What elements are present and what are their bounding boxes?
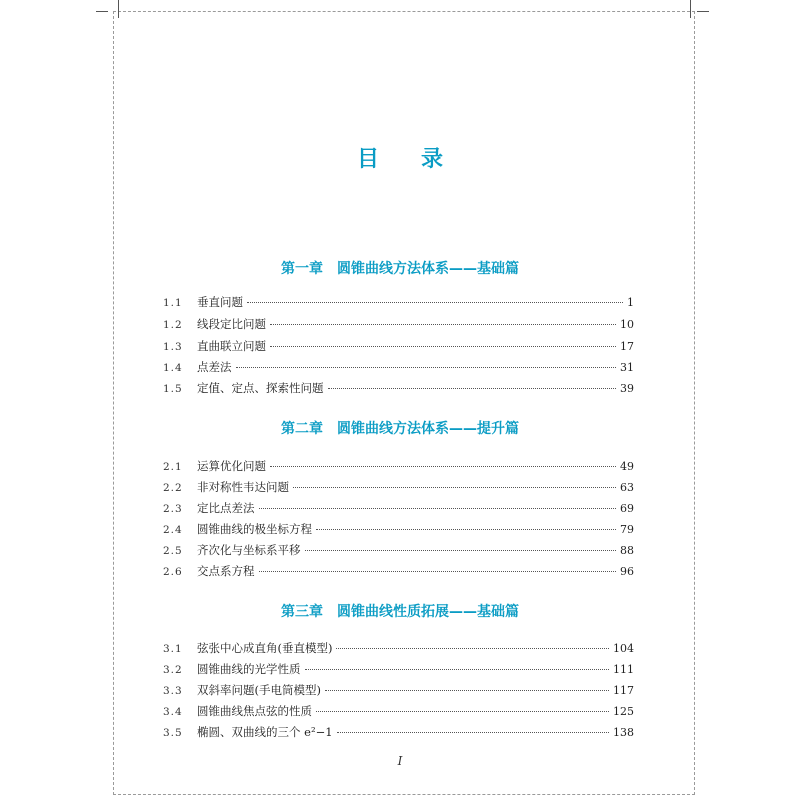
- entry-number: 3.4: [163, 706, 183, 718]
- toc-entry[interactable]: [163, 640, 634, 656]
- leader-dots: [316, 711, 609, 712]
- entry-page: 104: [613, 642, 634, 655]
- entry-label: 垂直问题: [197, 295, 243, 309]
- entry-page: 31: [620, 361, 634, 374]
- entry-number: 2.3: [163, 503, 183, 515]
- entry-label: 交点系方程: [197, 564, 255, 578]
- leader-dots: [247, 302, 623, 303]
- chapter-heading: [0, 601, 800, 621]
- toc-entry[interactable]: [163, 563, 634, 579]
- leader-dots: [259, 508, 617, 509]
- toc-title: [0, 142, 800, 173]
- leader-dots: [336, 648, 609, 649]
- entry-label: 点差法: [197, 360, 232, 374]
- leader-dots: [259, 571, 617, 572]
- leader-dots: [337, 732, 609, 733]
- entry-page: 10: [620, 318, 634, 331]
- chapter-title: 圆锥曲线方法体系——提升篇: [337, 421, 519, 437]
- toc-entry[interactable]: [163, 338, 634, 354]
- leader-dots: [270, 346, 616, 347]
- entry-label: 定比点差法: [197, 501, 255, 515]
- entry-page: 111: [613, 663, 634, 676]
- toc-entry[interactable]: [163, 316, 634, 332]
- toc-entry[interactable]: [163, 542, 634, 558]
- entry-label: 齐次化与坐标系平移: [197, 543, 301, 557]
- entry-number: 1.4: [163, 362, 183, 374]
- toc-entry[interactable]: [163, 661, 634, 677]
- chapter-title: 圆锥曲线性质拓展——基础篇: [337, 604, 519, 620]
- entry-number: 2.4: [163, 524, 183, 536]
- entry-label: 直曲联立问题: [197, 339, 266, 353]
- entry-label: 非对称性韦达问题: [197, 480, 289, 494]
- chapter-number: 第二章: [281, 421, 323, 437]
- toc-entry[interactable]: [163, 724, 634, 740]
- entry-number: 3.1: [163, 643, 183, 655]
- entry-page: 63: [620, 481, 634, 494]
- entry-page: 125: [613, 705, 634, 718]
- entry-label: 运算优化问题: [197, 459, 266, 473]
- entry-number: 1.1: [163, 297, 183, 309]
- entry-number: 1.2: [163, 319, 183, 331]
- crop-mark-top-left: [100, 0, 119, 18]
- entry-label: 定值、定点、探索性问题: [197, 381, 324, 395]
- entry-number: 2.2: [163, 482, 183, 494]
- crop-mark-top-left-h: [96, 11, 108, 12]
- leader-dots: [293, 487, 616, 488]
- crop-mark-top-right-h: [697, 11, 709, 12]
- toc-entry[interactable]: [163, 479, 634, 495]
- leader-dots: [328, 388, 617, 389]
- toc-entry[interactable]: [163, 380, 634, 396]
- toc-entry[interactable]: [163, 458, 634, 474]
- entry-page: 88: [620, 544, 634, 557]
- entry-label: 弦张中心成直角(垂直模型): [197, 641, 333, 655]
- entry-page: 69: [620, 502, 634, 515]
- entry-page: 138: [613, 726, 634, 739]
- entry-label: 线段定比问题: [197, 317, 266, 331]
- chapter-number: 第一章: [281, 261, 323, 277]
- leader-dots: [305, 550, 617, 551]
- entry-label: 圆锥曲线焦点弦的性质: [197, 704, 312, 718]
- page-frame: [113, 11, 695, 795]
- crop-mark-top-right: [690, 0, 709, 18]
- entry-label: 圆锥曲线的极坐标方程: [197, 522, 312, 536]
- toc-title-part2: 录: [421, 147, 444, 172]
- toc-entry[interactable]: [163, 682, 634, 698]
- entry-number: 1.3: [163, 341, 183, 353]
- leader-dots: [325, 690, 609, 691]
- page-number: I: [397, 754, 403, 768]
- toc-entry[interactable]: [163, 359, 634, 375]
- leader-dots: [270, 466, 616, 467]
- entry-page: 1: [627, 296, 634, 309]
- toc-entry[interactable]: [163, 294, 634, 310]
- entry-number: 2.5: [163, 545, 183, 557]
- leader-dots: [316, 529, 616, 530]
- entry-label: 圆锥曲线的光学性质: [197, 662, 301, 676]
- entry-number: 3.5: [163, 727, 183, 739]
- entry-number: 3.2: [163, 664, 183, 676]
- chapter-title: 圆锥曲线方法体系——基础篇: [337, 261, 519, 277]
- leader-dots: [236, 367, 617, 368]
- entry-page: 17: [620, 340, 634, 353]
- entry-page: 96: [620, 565, 634, 578]
- leader-dots: [305, 669, 610, 670]
- entry-number: 1.5: [163, 383, 183, 395]
- entry-page: 117: [613, 684, 634, 697]
- toc-title-part1: 目: [356, 147, 379, 172]
- entry-page: 79: [620, 523, 634, 536]
- chapter-heading: [0, 258, 800, 278]
- leader-dots: [270, 324, 616, 325]
- chapter-heading: [0, 418, 800, 438]
- entry-page: 49: [620, 460, 634, 473]
- entry-number: 2.1: [163, 461, 183, 473]
- toc-entry[interactable]: [163, 500, 634, 516]
- chapter-number: 第三章: [281, 604, 323, 620]
- entry-label: 双斜率问题(手电筒模型): [197, 683, 321, 697]
- entry-number: 3.3: [163, 685, 183, 697]
- toc-entry[interactable]: [163, 521, 634, 537]
- entry-page: 39: [620, 382, 634, 395]
- entry-number: 2.6: [163, 566, 183, 578]
- entry-label: 椭圆、双曲线的三个 e²−1: [197, 725, 333, 739]
- toc-entry[interactable]: [163, 703, 634, 719]
